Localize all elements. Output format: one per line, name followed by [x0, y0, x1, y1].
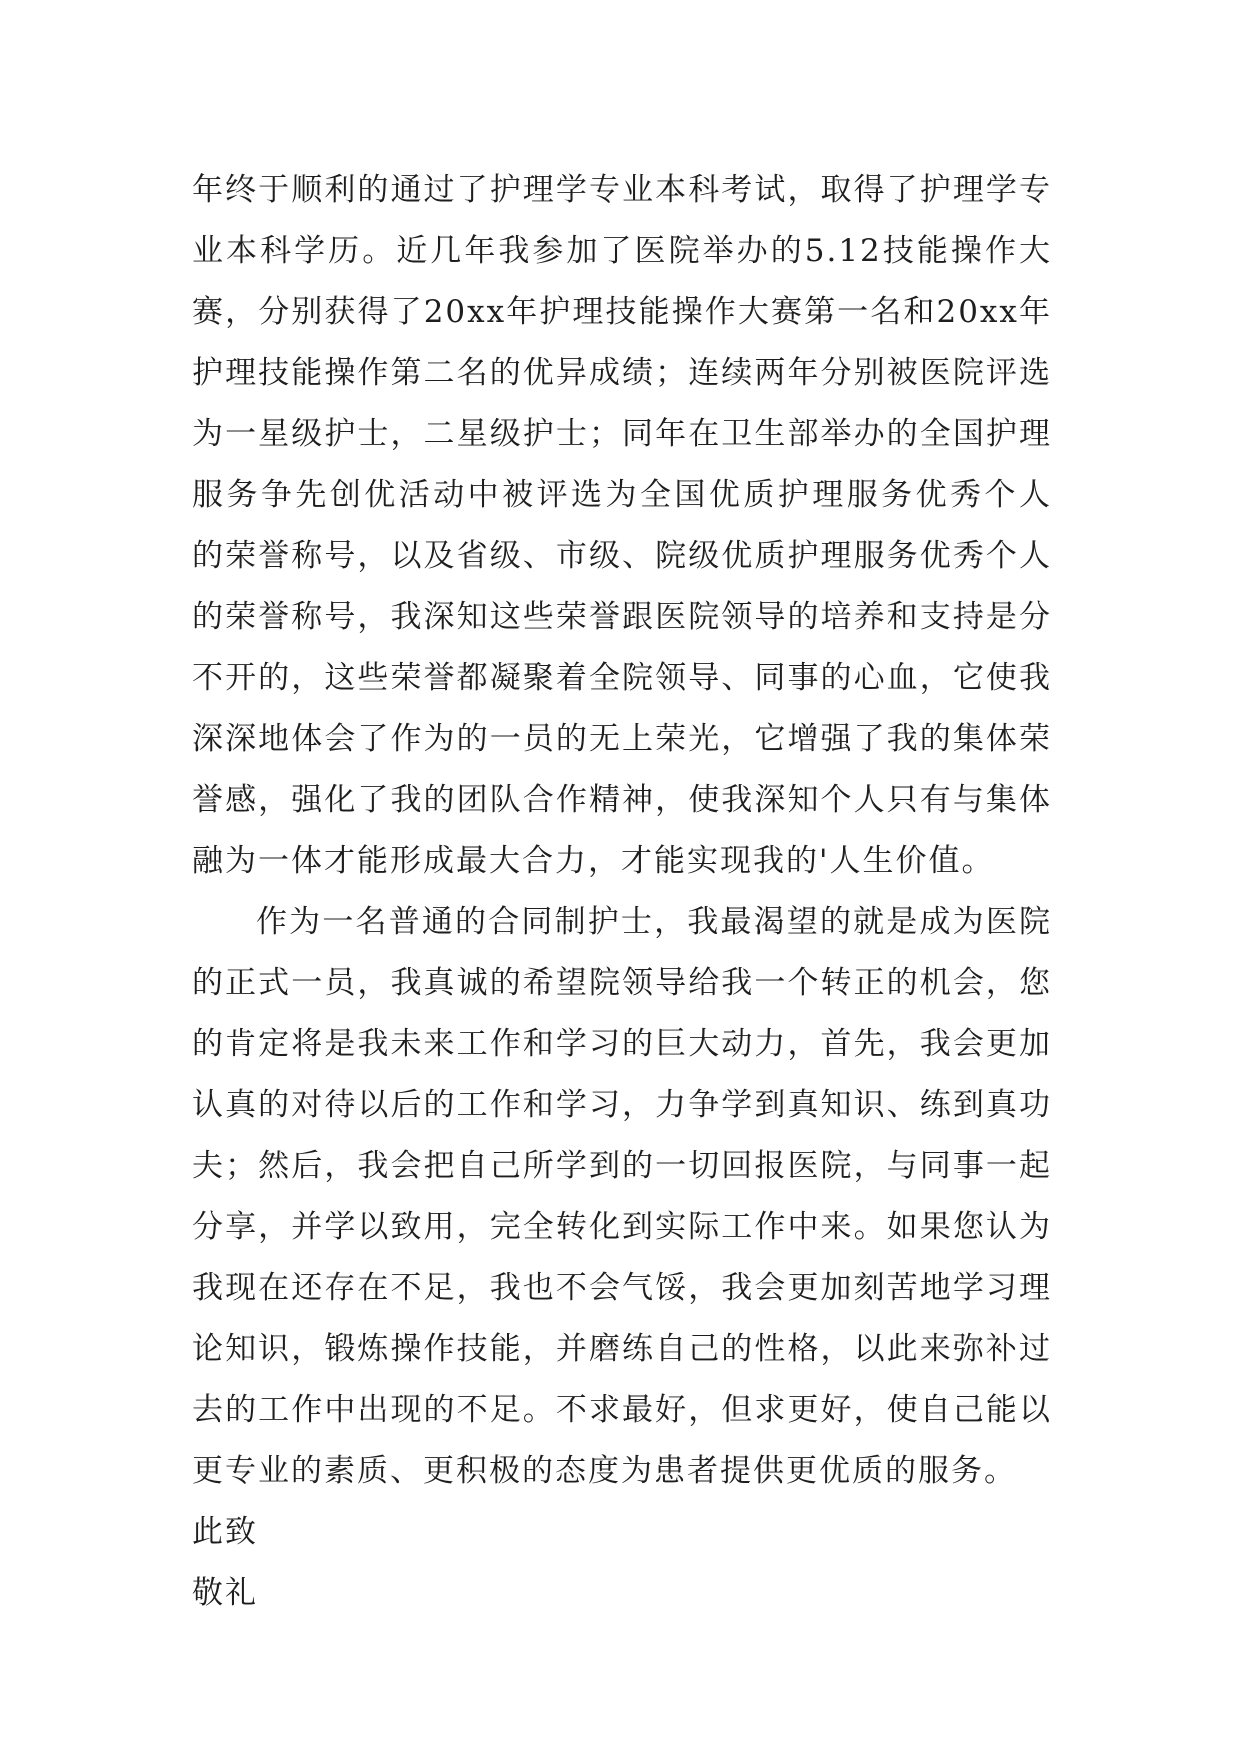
text-line-12: 融为一体才能形成最大合力，才能实现我的'人生价值。 — [192, 843, 995, 879]
letter-body — [192, 160, 1052, 1624]
text-line-9: 不开的，这些荣誉都凝聚着全院领导、同事的心血，它使我 — [192, 660, 1052, 696]
text-line-7: 的荣誉称号，以及省级、市级、院级优质护理服务优秀个人 — [192, 538, 1052, 574]
text-line-16: 认真的对待以后的工作和学习，力争学到真知识、练到真功 — [192, 1087, 1052, 1123]
text-line-3: 赛，分别获得了20xx年护理技能操作大赛第一名和20xx年 — [192, 294, 1052, 330]
text-line-22: 更专业的素质、更积极的态度为患者提供更优质的服务。 — [192, 1453, 1017, 1489]
text-line-6: 服务争先创优活动中被评选为全国优质护理服务优秀个人 — [192, 477, 1052, 513]
text-line-5: 为一星级护士，二星级护士；同年在卫生部举办的全国护理 — [192, 416, 1052, 452]
text-line-17: 夫；然后，我会把自己所学到的一切回报医院，与同事一起 — [192, 1148, 1052, 1184]
text-line-10: 深深地体会了作为的一员的无上荣光，它增强了我的集体荣 — [192, 721, 1052, 757]
text-line-14: 的正式一员，我真诚的希望院领导给我一个转正的机会，您 — [192, 965, 1052, 1001]
text-line-11: 誉感，强化了我的团队合作精神，使我深知个人只有与集体 — [192, 782, 1052, 818]
text-line-20: 论知识，锻炼操作技能，并磨练自己的性格，以此来弥补过 — [192, 1331, 1052, 1367]
text-line-1: 年终于顺利的通过了护理学专业本科考试，取得了护理学专 — [192, 172, 1052, 208]
text-line-15: 的肯定将是我未来工作和学习的巨大动力，首先，我会更加 — [192, 1026, 1052, 1062]
text-line-8: 的荣誉称号，我深知这些荣誉跟医院领导的培养和支持是分 — [192, 599, 1052, 635]
closing-salutation: 此致 — [192, 1514, 258, 1550]
text-line-4: 护理技能操作第二名的优异成绩；连续两年分别被医院评选 — [192, 355, 1052, 391]
text-line-21: 去的工作中出现的不足。不求最好，但求更好，使自己能以 — [192, 1392, 1052, 1428]
closing-regards: 敬礼 — [192, 1575, 258, 1611]
text-line-2: 业本科学历。近几年我参加了医院举办的5.12技能操作大 — [192, 233, 1052, 269]
text-line-19: 我现在还存在不足，我也不会气馁，我会更加刻苦地学习理 — [192, 1270, 1052, 1306]
text-line-13: 作为一名普通的合同制护士，我最渴望的就是成为医院 — [256, 904, 1052, 940]
text-line-18: 分享，并学以致用，完全转化到实际工作中来。如果您认为 — [192, 1209, 1052, 1245]
